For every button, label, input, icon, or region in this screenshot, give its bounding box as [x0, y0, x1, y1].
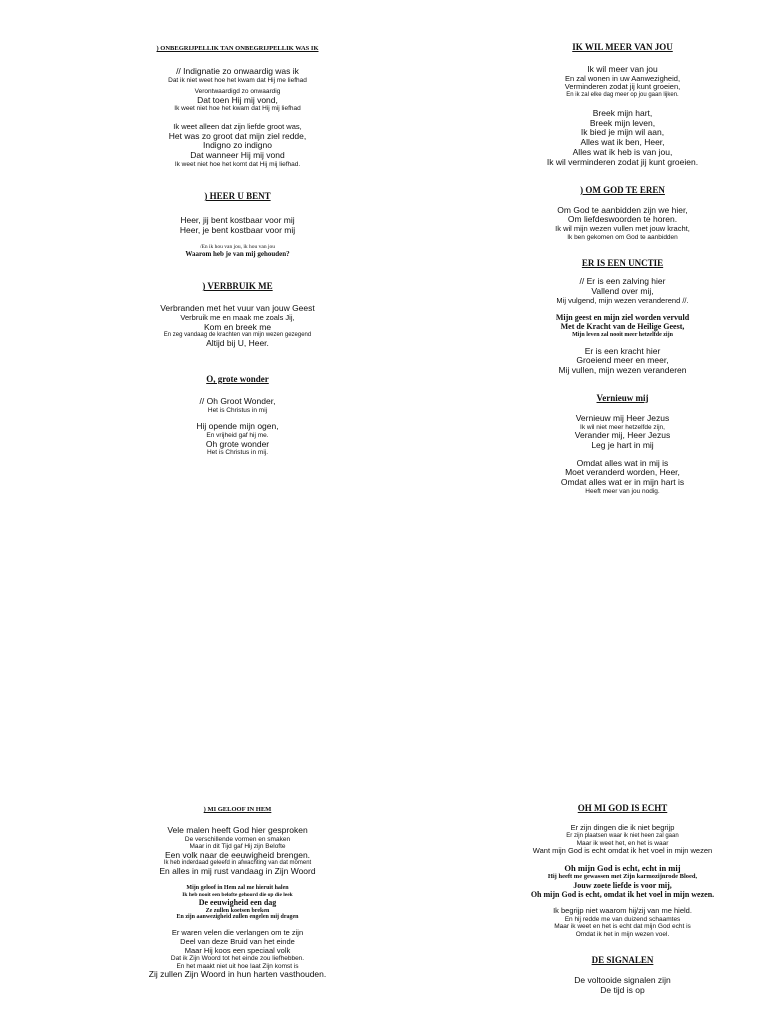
- lyric-line: Ik weet niet hoe het kwam dat Hij mij liefhad: [174, 105, 301, 113]
- lyric-line: Dat ik Zijn Woord tot het einde zou liefhebben.: [170, 955, 305, 963]
- lyric-line: Maar ik weet het, en het is waar: [576, 839, 669, 847]
- lyric-line: De tijd is op: [600, 985, 645, 996]
- lyric-line: Oh mijn God is echt, omdat ik het voel in mijn wezen.: [530, 890, 715, 900]
- page2-right-column: [470, 798, 768, 996]
- lyric-line: Ik weet alleen dat zijn liefde groot was,: [173, 121, 302, 131]
- lyric-line: Vallend over mij,: [591, 285, 654, 296]
- lyric-line: Maar ik weet en het is echt dat mijn God echt is: [554, 923, 691, 931]
- lyric-line: Er is een kracht hier: [584, 345, 661, 356]
- lyric-line: Vernieuw mij Heer Jezus: [575, 412, 670, 423]
- lyric-line: Kom en breek me: [203, 321, 272, 332]
- page1-left-column: [95, 37, 380, 457]
- lyric-line: Er zijn dingen die ik niet begrijp: [570, 823, 675, 832]
- lyric-line: Om liefdeswoorden te horen.: [567, 214, 678, 225]
- lyric-line: Ik ben gekomen om God te aanbidden: [567, 233, 678, 241]
- lyric-line: Heeft meer van jou nodig.: [585, 487, 660, 495]
- lyric-line: En zijn aanwezigheid zullen engelen mij dragen: [176, 914, 299, 921]
- lyric-line: En alles in mij rust vandaag in Zijn Woord: [159, 866, 316, 877]
- song-title: ) HEER U BENT: [204, 191, 271, 202]
- lyric-line: Alles wat ik ben, Heer,: [580, 137, 665, 148]
- lyric-line: En zeg vandaag de krachten van mijn wezen gezegend: [163, 332, 312, 339]
- lyric-line: Alles wat ik heb is van jou,: [572, 146, 673, 157]
- lyric-line: En het maakt niet uit hoe laat Zijn komst is: [176, 962, 299, 970]
- song-title: OH MI GOD IS ECHT: [577, 803, 668, 813]
- lyric-line: Indigno zo indigno: [202, 140, 272, 151]
- lyric-line: // Er is een zalving hier: [579, 276, 666, 287]
- song-title: Vernieuw mij: [596, 392, 649, 403]
- song-title: ) VERBRUIK ME: [202, 281, 273, 292]
- lyric-line: Ik wil niet meer hetzelfde zijn,: [580, 423, 665, 431]
- song-title: ) ONBEGRIJPELLIK TAN ONBEGRIJPELLIK WAS IK: [156, 45, 319, 52]
- song-title: ER IS EEN UNCTIE: [581, 258, 664, 269]
- lyric-line: Een volk naar de eeuwigheid brengen.: [164, 849, 311, 860]
- lyric-line: Vele malen heeft God hier gesproken: [167, 825, 308, 835]
- lyric-line: Ik begrijp niet waarom hij/zij van me hield.: [553, 906, 692, 916]
- lyric-line: Mij vullen, mijn wezen veranderen: [558, 365, 687, 376]
- lyric-line: Breek mijn leven,: [589, 117, 656, 128]
- lyric-line: Ik wil meer van jou: [587, 64, 658, 74]
- lyric-line: Ze zullen koetsen breken: [205, 907, 270, 914]
- lyric-line: Ik heb nooit een belofte gehoord die op die leek: [182, 892, 293, 899]
- song-title: IK WIL MEER VAN JOU: [572, 42, 673, 52]
- lyric-line: Want mijn God is echt omdat ik het voel in mijn wezen: [532, 845, 713, 855]
- lyric-line: Ik weet niet hoe het komt dat Hij mij liefhad.: [174, 160, 301, 168]
- lyric-line: De eeuwigheid een dag: [198, 898, 277, 908]
- lyric-line: Ik wil verminderen zodat jij kunt groeien.: [546, 156, 699, 167]
- lyric-line: Dat wanneer Hij mij vond: [190, 150, 285, 161]
- lyric-line: Zij zullen Zijn Woord in hun harten vasthouden.: [148, 969, 327, 980]
- lyric-line: Maar in dit Tijd gaf Hij zijn Belofte: [189, 843, 286, 851]
- lyric-line: Ik heb inderdaad geleefd in afwachting van dat moment: [163, 860, 312, 867]
- lyric-line: Altijd bij U, Heer.: [206, 338, 269, 349]
- lyric-line: // Oh Groot Wonder,: [199, 396, 276, 407]
- lyric-line: Verbruik me en maak me zoals Jij,: [180, 312, 295, 322]
- lyric-line: En hij redde me van duizend schaamtes: [564, 915, 681, 923]
- page1-right-column: [470, 37, 768, 495]
- lyric-line: Mijn geest en mijn ziel worden vervuld: [555, 313, 690, 323]
- lyric-line: Het was zo groot dat mijn ziel redde,: [168, 130, 307, 141]
- lyric-line: Om God te aanbidden zijn we hier,: [557, 204, 688, 215]
- lyric-line: Moet veranderd worden, Heer,: [565, 467, 680, 478]
- lyric-line: Met de Kracht van de Heilige Geest,: [560, 322, 685, 332]
- lyric-line: Mijn geloof in Hem zal me hieruit halen: [186, 885, 289, 892]
- lyric-line: En ik zal elke dag meer op jou gaan lijken.: [566, 92, 679, 99]
- lyric-line: Dat ik niet weet hoe het kwam dat Hij me liefhad: [168, 76, 307, 84]
- lyric-line: De voltooide signalen zijn: [574, 975, 671, 986]
- lyric-line: Heer, je bent kostbaar voor mij: [179, 225, 296, 236]
- lyric-line: Ik bied je mijn wil aan,: [580, 127, 665, 138]
- lyric-line: Verander mij, Heer Jezus: [574, 430, 671, 441]
- lyric-line: Oh grote wonder: [205, 438, 270, 449]
- lyric-line: Maar Hij koos een speciaal volk: [184, 945, 291, 955]
- lyric-line: Ik wil mijn wezen vullen met jouw kracht,: [555, 224, 690, 234]
- lyric-line: /En ik hou van jou, ik hou van jou: [199, 243, 275, 250]
- lyric-line: Hij heeft me gewassen met Zijn karmozijnrode Bloed,: [547, 873, 698, 881]
- lyric-line: Omdat ik het in mijn wezen voel.: [575, 930, 670, 938]
- lyric-line: Het is Christus in mij.: [206, 449, 269, 457]
- song-title: ) MI GELOOF IN HEM: [203, 806, 272, 813]
- lyric-line: Waarom heb je van mij gehouden?: [185, 250, 290, 259]
- page2-left-column: [95, 798, 380, 980]
- lyric-line: De verschillende vormen en smaken: [184, 835, 291, 843]
- lyric-line: Dat toen Hij mij vond,: [197, 94, 278, 105]
- song-title: DE SIGNALEN: [591, 955, 654, 966]
- lyric-line: Er zijn plaatsen waar ik niet heen zal gaan: [566, 832, 679, 839]
- lyric-line: Er waren velen die verlangen om te zijn: [171, 928, 304, 938]
- lyric-line: En vrijheid gaf hij me.: [206, 432, 269, 440]
- lyric-line: Verminderen zodat jij kunt groeien,: [564, 82, 681, 92]
- lyric-line: Deel van deze Bruid van het einde: [180, 936, 295, 946]
- song-title: O, grote wonder: [206, 374, 269, 385]
- lyric-line: // Indignatie zo onwaardig was ik: [176, 66, 299, 76]
- lyric-line: Jouw zoete liefde is voor mij,: [573, 880, 672, 890]
- song-title: ) OM GOD TE EREN: [580, 184, 665, 195]
- lyric-line: Breek mijn hart,: [592, 107, 653, 118]
- lyric-line: En zal wonen in uw Aanwezigheid,: [564, 73, 681, 83]
- lyric-line: Mijn leven zal nooit meer hetzelfde zijn: [572, 331, 673, 338]
- lyric-line: Oh mijn God is echt, echt in mij: [564, 862, 681, 873]
- lyric-line: Omdat alles wat in mij is: [576, 457, 669, 468]
- lyric-line: Hij opende mijn ogen,: [196, 421, 279, 432]
- lyric-line: Leg je hart in mij: [591, 439, 654, 450]
- lyric-line: Omdat alles wat er in mijn hart is: [560, 477, 685, 488]
- lyric-line: Mij vulgend, mijn wezen veranderend //.: [556, 295, 689, 305]
- lyric-line: Heer, jij bent kostbaar voor mij: [180, 215, 295, 226]
- lyric-line: Groeiend meer en meer,: [576, 355, 669, 366]
- lyric-line: Het is Christus in mij: [207, 406, 268, 414]
- lyric-line: Verontwaardigd zo onwaardig: [194, 88, 281, 96]
- lyric-line: Verbranden met het vuur van jouw Geest: [160, 303, 315, 314]
